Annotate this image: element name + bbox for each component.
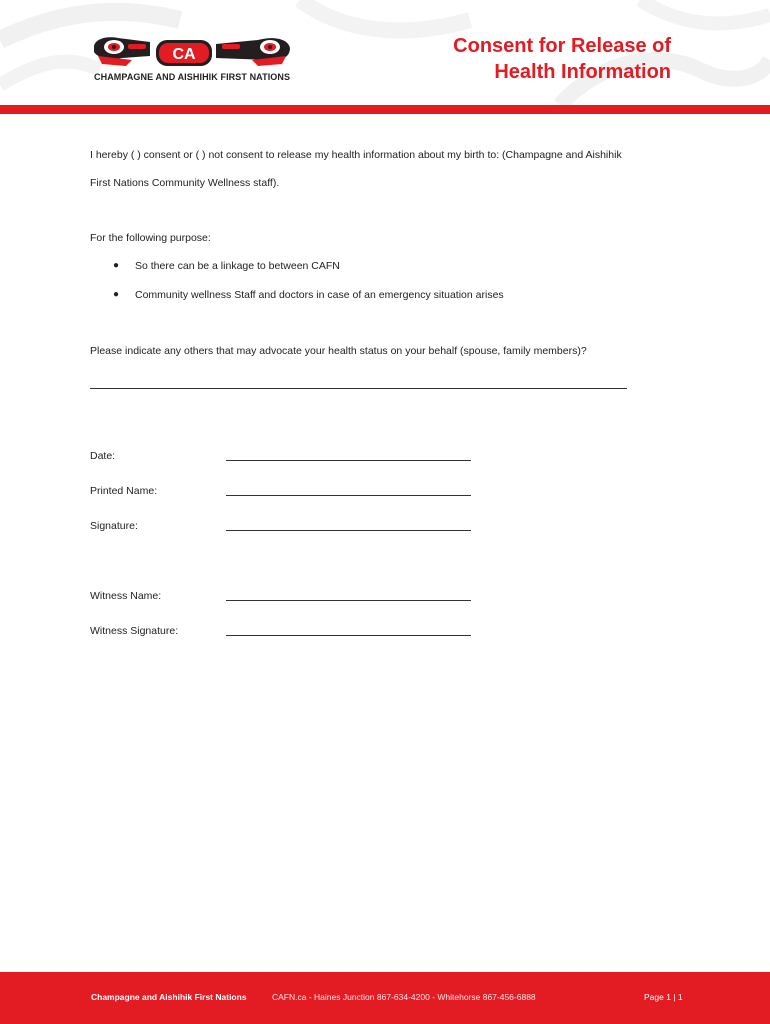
witness-name-label: Witness Name: [90, 590, 162, 602]
advocate-answer-line[interactable] [90, 388, 627, 389]
witness-signature-field-line[interactable] [226, 635, 471, 636]
signature-label: Signature: [90, 520, 138, 532]
consent-statement-line-1: I hereby ( ) consent or ( ) not consent to release my health information about my birth to: (Champagne and Aishihik [90, 149, 622, 161]
footer-organization: Champagne and Aishihik First Nations [91, 992, 247, 1002]
purpose-heading: For the following purpose: [90, 232, 211, 244]
logo-ca-text: CA [172, 46, 196, 63]
footer-contact: CAFN.ca - Haines Junction 867-634-4200 - Whitehorse 867-456-6888 [272, 992, 536, 1002]
purpose-item-1: So there can be a linkage to between CAFN [135, 260, 340, 272]
date-field-line[interactable] [226, 460, 471, 461]
consent-statement-line-2: First Nations Community Wellness staff). [90, 177, 280, 189]
purpose-item-2: Community wellness Staff and doctors in case of an emergency situation arises [135, 289, 504, 301]
bullet-icon: ● [113, 260, 120, 271]
signature-field-line[interactable] [226, 530, 471, 531]
witness-name-field-line[interactable] [226, 600, 471, 601]
bullet-icon: ● [113, 289, 120, 300]
title-line-1: Consent for Release of [453, 35, 671, 57]
printed-name-field-line[interactable] [226, 495, 471, 496]
advocate-prompt: Please indicate any others that may advocate your health status on your behalf (spouse, family members)? [90, 345, 587, 357]
footer-page-number: Page 1 | 1 [644, 992, 683, 1002]
header-divider [0, 105, 770, 114]
organization-name: CHAMPAGNE AND AISHIHIK FIRST NATIONS [94, 72, 291, 82]
printed-name-label: Printed Name: [90, 485, 158, 497]
date-label: Date: [90, 450, 116, 462]
document-title [351, 33, 671, 85]
witness-signature-label: Witness Signature: [90, 625, 179, 637]
title-line-2: Health Information [494, 61, 671, 83]
